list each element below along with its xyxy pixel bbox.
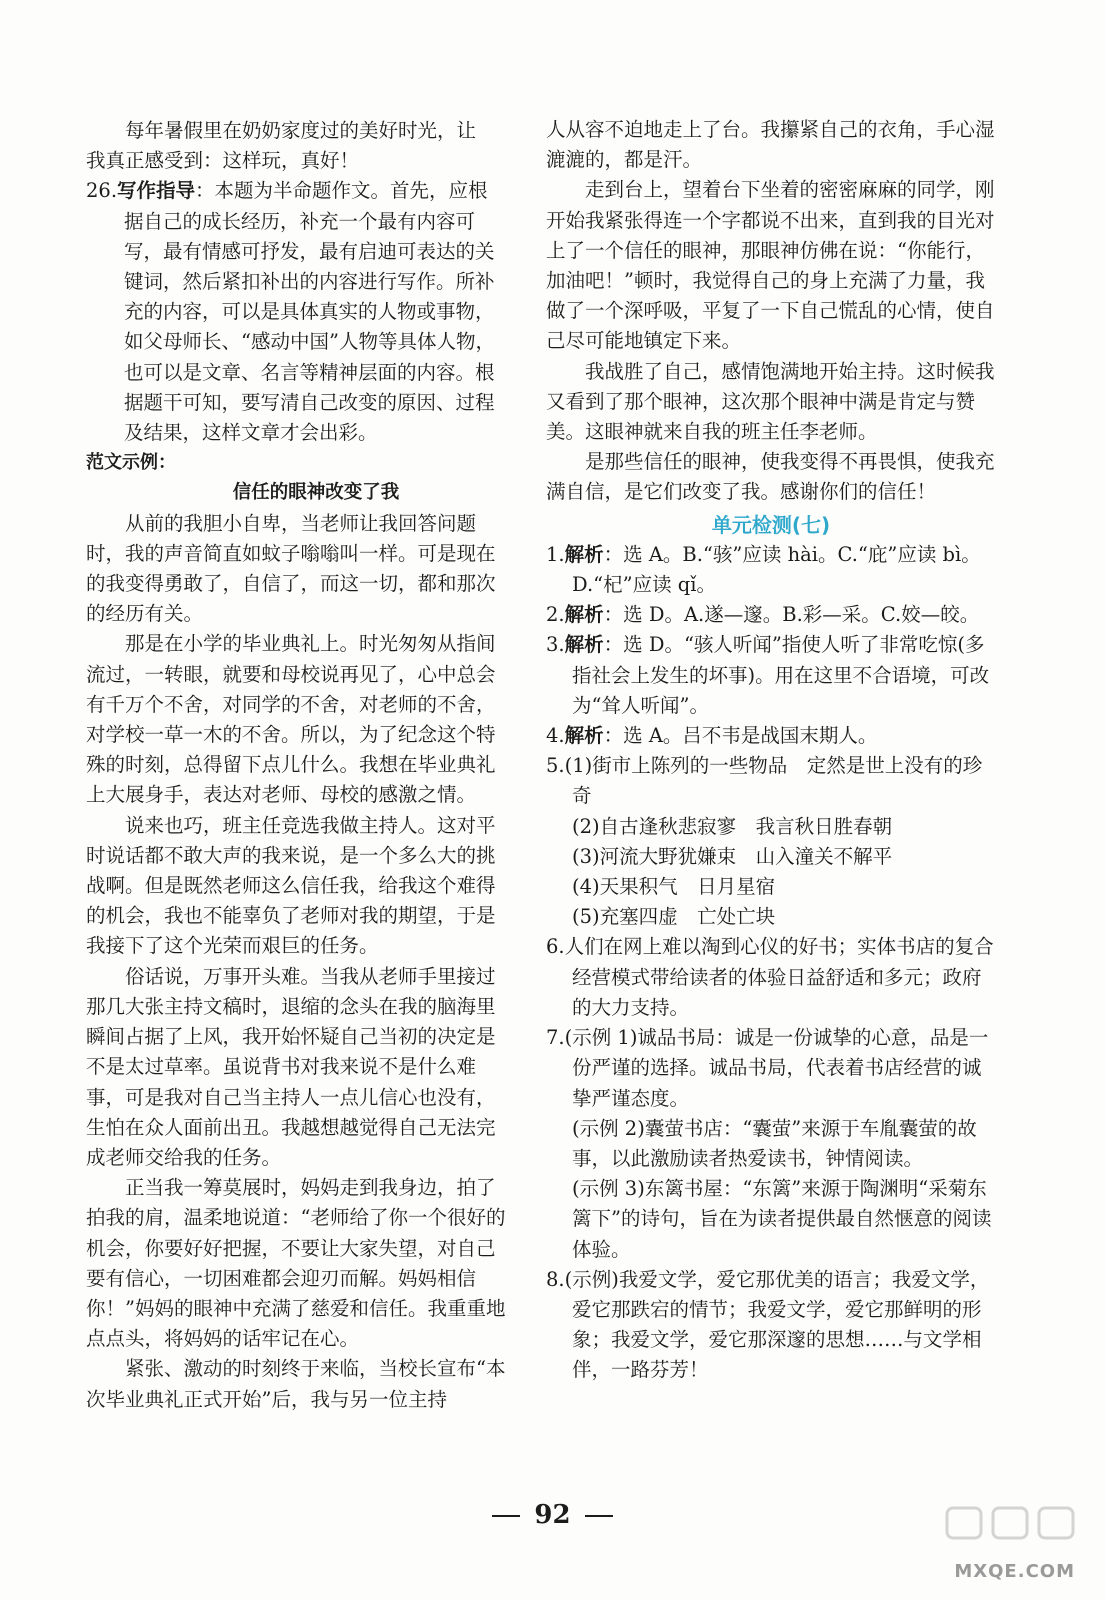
intro-line-1: 每年暑假里在奶奶家度过的美好时光，让	[125, 119, 477, 142]
answer-5	[546, 751, 996, 811]
answer-7	[546, 1023, 996, 1114]
answer-number: 6.	[546, 935, 565, 959]
essay-paragraph: 俗话说，万事开头难。当我从老师手里接过那几大张主持文稿时，退缩的念头在我的脑海里瞬间占据了上风，我开始怀疑自己当初的决定是不是太过草率。虽说背书对我来说不是什么难事，可是我对自己当主持人一点儿信心也没有，生怕在众人面前出丑。我越想越觉得自己无法完成老师交给我的任务。	[86, 964, 496, 1169]
essay-paragraph: 紧张、激动的时刻终于来临，当校长宣布“本次毕业典礼正式开始”后，我与另一位主持	[86, 1357, 506, 1411]
answer-6	[546, 932, 996, 1023]
answer-text: ：选 D。“骇人听闻”指使人听了非常吃惊(多指社会上发生的坏事)。用在这里不合语境，可改为“耸人听闻”。	[572, 633, 990, 717]
intro-line-2: 我真正感受到：这样玩，真好！	[86, 149, 360, 173]
footer-dash-right	[585, 1515, 613, 1517]
essay-paragraph: 走到台上，望着台下坐着的密密麻麻的同学，刚开始我紧张得连一个字都说不出来，直到我的目光对上了一个信任的眼神，那眼神仿佛在说：“你能行，加油吧！”顿时，我觉得自己的身上充满了力量，我做了一个深呼吸，平复了一下自己慌乱的心情，使自己尽可能地镇定下来。	[546, 178, 995, 353]
answer-7-sub: (示例 3)东篱书屋：“东篱”来源于陶渊明“采菊东篱下”的诗句，旨在为读者提供最自然惬意的阅读体验。	[572, 1177, 992, 1261]
analysis-label: 解析	[564, 603, 604, 627]
answer-4	[546, 721, 996, 751]
page-footer	[0, 1500, 1105, 1530]
essay-title: 信任的眼神改变了我	[232, 482, 400, 504]
page-number: 92	[534, 1500, 571, 1530]
answer-5-sub: (2)自古逢秋悲寂寥 我言秋日胜春朝	[572, 814, 893, 838]
analysis-label: 解析	[564, 724, 604, 748]
watermark-text: MXQE.COM	[954, 1561, 1075, 1582]
answer-1	[546, 540, 996, 600]
answer-5-sub: (4)天果积气 日月星宿	[572, 875, 776, 899]
question-number: 26.	[86, 179, 118, 203]
answer-text: ：选 A。B.“骇”应读 hài。C.“庇”应读 bì。D.“杞”应读 qǐ。	[572, 542, 981, 597]
answer-text: (示例)我爱文学，爱它那优美的语言；我爱文学，爱它那跌宕的情节；我爱文学，爱它那鲜明的形象；我爱文学，爱它那深邃的思想……与文学相伴，一路芬芳！	[564, 1267, 990, 1382]
answer-number: 4.	[546, 724, 565, 748]
right-column	[546, 115, 996, 1386]
left-column	[86, 116, 506, 1415]
answer-3	[546, 630, 996, 721]
answer-text: ：选 D。A.遂—邃。B.彩—采。C.姣—皎。	[603, 603, 980, 627]
answer-text: 人们在网上难以淘到心仪的好书；实体书店的复合经营模式带给读者的体验日益舒适和多元；政府的大力支持。	[564, 935, 994, 1019]
answer-number: 1.	[546, 542, 565, 566]
answer-number: 7.	[546, 1026, 565, 1050]
answer-number: 8.	[546, 1267, 565, 1291]
writing-guide-text: ：本题为半命题作文。首先，应根据自己的成长经历，补充一个最有内容可写，最有情感可抒发，最有启迪可表达的关键词，然后紧扣补出的内容进行写作。所补充的内容，可以是具体真实的人物或事物，如父母师长、“感动中国”人物等具体人物，也可以是文章、名言等精神层面的内容。根据题干可知，要写清自己改变的原因、过程及结果，这样文章才会出彩。	[124, 179, 495, 445]
essay-paragraph: 正当我一筹莫展时，妈妈走到我身边，拍了拍我的肩，温柔地说道：“老师给了你一个很好的机会，你要好好把握，不要让大家失望，对自己要有信心，一切困难都会迎刃而解。妈妈相信你！”妈妈的眼神中充满了慈爱和信任。我重重地点点头，将妈妈的话牢记在心。	[86, 1176, 506, 1351]
section-title: 单元检测(七)	[711, 512, 831, 537]
answer-text: (1)街市上陈列的一些物品 定然是世上没有的珍奇	[564, 754, 983, 808]
answer-number: 5.	[546, 754, 565, 778]
essay-paragraph: 是那些信任的眼神，使我变得不再畏惧，使我充满自信，是它们改变了我。感谢你们的信任！	[546, 450, 995, 504]
sample-essay-label: 范文示例：	[86, 452, 176, 474]
answer-5-sub: (3)河流大野犹嫌束 山入潼关不解平	[572, 844, 893, 868]
analysis-label: 解析	[564, 542, 604, 566]
answer-number: 3.	[546, 633, 565, 657]
analysis-label: 解析	[564, 633, 604, 657]
question-26	[86, 176, 506, 448]
answer-2	[546, 600, 996, 630]
answer-5-sub: (5)充塞四虚 亡处亡块	[572, 905, 776, 929]
essay-paragraph: 从前的我胆小自卑，当老师让我回答问题时，我的声音简直如蚊子嗡嗡叫一样。可是现在的我变得勇敢了，自信了，而这一切，都和那次的经历有关。	[86, 511, 496, 626]
answer-text: ：选 A。吕不韦是战国末期人。	[603, 724, 878, 748]
footer-dash-left	[492, 1515, 520, 1517]
answer-7-sub: (示例 2)囊萤书店：“囊萤”来源于车胤囊萤的故事，以此激励读者热爱读书，钟情阅读。	[572, 1116, 977, 1170]
essay-continuation: 人从容不迫地走上了台。我攥紧自己的衣角，手心湿漉漉的，都是汗。	[546, 118, 995, 172]
answer-number: 2.	[546, 603, 565, 627]
answer-8	[546, 1265, 996, 1386]
writing-guide-label: 写作指导	[117, 179, 196, 203]
watermark-logo-icon	[943, 1504, 1083, 1564]
essay-paragraph: 我战胜了自己，感情饱满地开始主持。这时候我又看到了那个眼神，这次那个眼神中满是肯定与赞美。这眼神就来自我的班主任李老师。	[546, 359, 995, 444]
essay-paragraph: 说来也巧，班主任竞选我做主持人。这对平时说话都不敢大声的我来说，是一个多么大的挑战啊。但是既然老师这么信任我，给我这个难得的机会，我也不能辜负了老师对我的期望，于是我接下了这个光荣而艰巨的任务。	[86, 813, 496, 958]
answer-text: (示例 1)诚品书局：诚是一份诚挚的心意，品是一份严谨的选择。诚品书局，代表着书店经营的诚挚严谨态度。	[564, 1026, 989, 1110]
essay-paragraph: 那是在小学的毕业典礼上。时光匆匆从指间流过，一转眼，就要和母校说再见了，心中总会有千万个不舍，对同学的不舍，对老师的不舍，对学校一草一木的不舍。所以，为了纪念这个特殊的时刻，总得留下点儿什么。我想在毕业典礼上大展身手，表达对老师、母校的感激之情。	[86, 632, 496, 807]
